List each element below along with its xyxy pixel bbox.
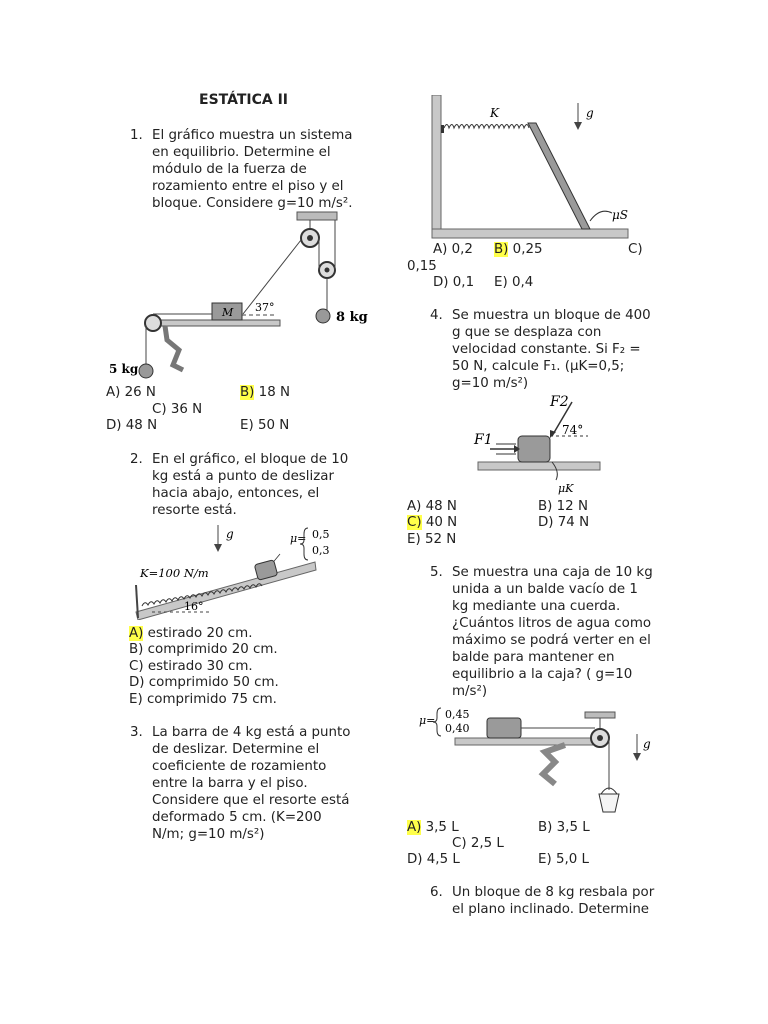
question-number: 6.	[430, 885, 443, 900]
question-text-line: kg mediante una cuerda.	[452, 599, 621, 614]
question-text-line: Se muestra un bloque de 400	[452, 308, 651, 323]
option-a: A) 48 N	[407, 499, 457, 514]
question-text-line: en equilibrio. Determine el	[152, 145, 331, 160]
question-text-line: En el gráfico, el bloque de 10	[152, 452, 349, 467]
question-text-line: rozamiento entre el piso y el	[152, 179, 344, 194]
question-text-line: equilibrio a la caja? ( g=10	[452, 667, 633, 682]
svg-text:0,40: 0,40	[445, 722, 470, 735]
mass-label-8kg: 8 kg	[336, 310, 368, 325]
question-text-line: deformado 5 cm. (K=200	[152, 810, 322, 825]
question-text-line: bloque. Considere g=10 m/s².	[152, 196, 353, 211]
figure-spring-incline	[130, 520, 340, 620]
page-title: ESTÁTICA II	[199, 92, 289, 108]
option-c: C) estirado 30 cm.	[129, 659, 253, 674]
option-c: C) 36 N	[152, 402, 203, 417]
option-b: B) 3,5 L	[538, 820, 590, 835]
question-text-line: unida a un balde vacío de 1	[452, 582, 638, 597]
question-number: 4.	[430, 308, 443, 323]
question-text-line: balde para mantener en	[452, 650, 615, 665]
option-c: C) 40 N	[407, 515, 458, 530]
question-text-line: de deslizar. Determine el	[152, 742, 320, 757]
question-text-line: ¿Cuántos litros de agua como	[452, 616, 652, 631]
figure-pulley-system	[105, 210, 370, 385]
question-text-line: máximo se podrá verter en el	[452, 633, 651, 648]
angle-label: 37°	[255, 301, 275, 314]
question-text-line: N/m; g=10 m/s²)	[152, 827, 265, 842]
figure-spring-bar	[430, 95, 630, 240]
question-text-line: Un bloque de 8 kg resbala por	[452, 885, 655, 900]
figure-box-bucket	[415, 702, 655, 817]
mass-label-5kg: 5 kg	[109, 362, 139, 376]
block-label: M	[222, 306, 234, 319]
option-d: D) comprimido 50 cm.	[129, 675, 279, 690]
option-c: C) 2,5 L	[452, 836, 504, 851]
option-e: E) 50 N	[240, 418, 290, 433]
question-text-line: g=10 m/s²)	[452, 376, 529, 391]
svg-text:μS: μS	[612, 208, 629, 222]
option-d: D) 48 N	[106, 418, 158, 433]
svg-text:F2: F2	[550, 394, 569, 410]
svg-text:74°: 74°	[562, 423, 584, 437]
option-b: B) comprimido 20 cm.	[129, 642, 278, 657]
question-text-line: La barra de 4 kg está a punto	[152, 725, 351, 740]
svg-text:0,3: 0,3	[312, 544, 330, 557]
svg-text:g: g	[226, 527, 234, 541]
question-text-line: El gráfico muestra un sistema	[152, 128, 353, 143]
question-text-line: coeficiente de rozamiento	[152, 759, 327, 774]
q3-option-c: C)	[628, 242, 643, 257]
svg-text:K=100 N/m: K=100 N/m	[140, 566, 209, 580]
option-e: E) 52 N	[407, 532, 457, 547]
question-text-line: hacia abajo, entonces, el	[152, 486, 320, 501]
option-a: A) 26 N	[106, 385, 156, 400]
svg-text:g: g	[643, 737, 651, 751]
question-number: 3.	[130, 725, 143, 740]
question-text-line: módulo de la fuerza de	[152, 162, 307, 177]
q3-option-a: A) 0,2	[433, 242, 473, 257]
question-number: 2.	[130, 452, 143, 467]
question-text-line: g que se desplaza con	[452, 325, 602, 340]
q3-option-b: B) 0,25	[494, 242, 543, 257]
option-e: E) 5,0 L	[538, 852, 589, 867]
option-a: A) 3,5 L	[407, 820, 459, 835]
question-number: 1.	[130, 128, 143, 143]
question-number: 5.	[430, 565, 443, 580]
option-e: E) comprimido 75 cm.	[129, 692, 277, 707]
question-text-line: entre la barra y el piso.	[152, 776, 308, 791]
svg-text:0,5: 0,5	[312, 528, 330, 541]
question-text-line: el plano inclinado. Determine	[452, 902, 650, 917]
question-text-line: velocidad constante. Si F₂ =	[452, 342, 641, 357]
question-text-line: 50 N, calcule F₁. (μK=0,5;	[452, 359, 625, 374]
q3-option-d: D) 0,1	[433, 275, 475, 290]
q3-option-e: E) 0,4	[494, 275, 534, 290]
question-text-line: resorte está.	[152, 503, 237, 518]
question-text-line: m/s²)	[452, 684, 488, 699]
option-b: B) 12 N	[538, 499, 588, 514]
svg-text:g: g	[586, 106, 594, 120]
svg-text:F1: F1	[474, 432, 493, 448]
svg-text:K: K	[490, 106, 499, 120]
figure-forces-block	[470, 392, 610, 497]
svg-text:μ=: μ=	[290, 532, 307, 545]
question-text-line: Se muestra una caja de 10 kg	[452, 565, 653, 580]
option-b: B) 18 N	[240, 385, 290, 400]
svg-text:0,45: 0,45	[445, 708, 470, 721]
svg-text:μ=: μ=	[419, 714, 436, 727]
question-text-line: Considere que el resorte está	[152, 793, 350, 808]
question-text-line: kg está a punto de deslizar	[152, 469, 334, 484]
option-d: D) 4,5 L	[407, 852, 460, 867]
svg-text:μK: μK	[558, 482, 574, 495]
svg-text:16°: 16°	[184, 600, 204, 613]
q3-option-c-cont: 0,15	[407, 259, 437, 274]
option-d: D) 74 N	[538, 515, 590, 530]
option-a: A) estirado 20 cm.	[129, 626, 253, 641]
